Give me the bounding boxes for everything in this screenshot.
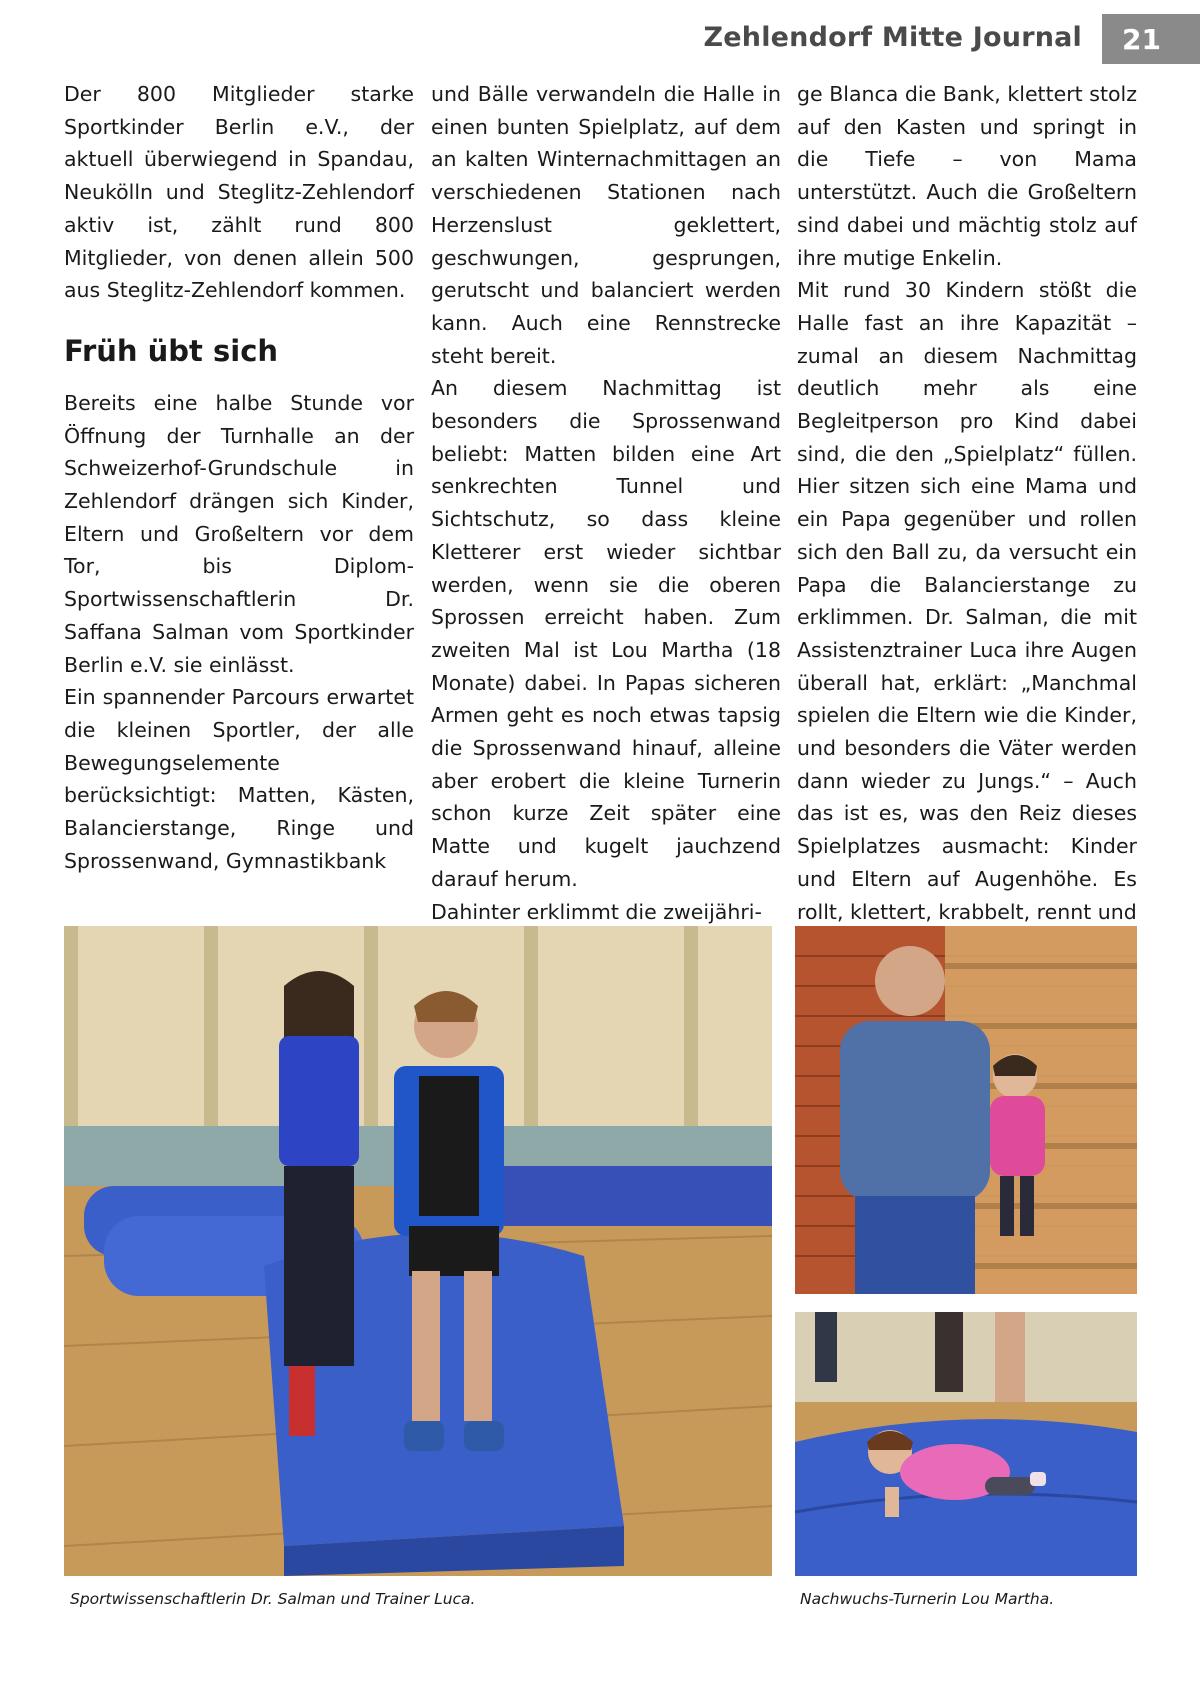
subheading: Früh übt sich bbox=[64, 333, 279, 368]
page-header bbox=[0, 14, 1200, 64]
page-number: 21 bbox=[1102, 14, 1200, 64]
photo-caption-left: Sportwissenschaftlerin Dr. Salman und Trainer Luca. bbox=[70, 1590, 476, 1608]
paragraph: An diesem Nachmittag ist besonders die Sprossenwand beliebt: Matten bilden eine Art senkrechten Tunnel und Sichtschutz, so dass kleine Kletterer erst wieder sichtbar werden, wenn sie die oberen Sprossen erreicht haben. Zum zweiten Mal ist Lou Martha (18 Monate) dabei. In Papas sicheren Armen geht es noch etwas tapsig die Sprossenwand hinauf, alleine aber erobert die kleine Turnerin schon kurze Zeit später eine Matte und kugelt jauchzend darauf herum. bbox=[431, 376, 781, 891]
intro-paragraph: Der 800 Mitglieder starke Sportkinder Berlin e.V., der aktuell überwiegend in Spandau, Neukölln und Steglitz-Zehlendorf aktiv ist, zählt rund 800 Mitglieder, von denen allein 500 aus Steglitz-Zehlendorf kommen. bbox=[64, 82, 414, 303]
photo-wall-bars bbox=[795, 926, 1137, 1294]
paragraph: Ein spannender Parcours erwartet die kleinen Sportler, der alle Bewegungselemente berücksichtigt: Matten, Kästen, Balancierstange, Ringe und Sprossenwand, Gymnastikbank bbox=[64, 685, 414, 873]
article-column-3 bbox=[797, 78, 1137, 928]
paragraph: Bereits eine halbe Stunde vor Öffnung der Turnhalle an der Schweizerhof-Grundschule in Zehlendorf drängen sich Kinder, Eltern und Großeltern vor dem Tor, bis Diplom-Sportwissenschaftlerin Dr. Saffana Salman vom Sportkinder Berlin e.V. sie einlässt. bbox=[64, 390, 414, 677]
paragraph: ge Blanca die Bank, klettert stolz auf den Kasten und springt in die Tiefe – von Mama unterstützt. Auch die Großeltern sind dabei und mächtig stolz auf ihre mutige Enkelin. bbox=[797, 82, 1137, 270]
paragraph: Mit rund 30 Kindern stößt die Halle fast an ihre Kapazität – zumal an diesem Nachmittag deutlich mehr als eine Begleitperson pro Kind dabei sind, die den „Spielplatz“ füllen. Hier sitzen sich eine Mama und ein Papa gegenüber und rollen sich den Ball zu, da versucht ein Papa die Balancierstange zu erklimmen. Dr. Salman, die mit Assistenztrainer Luca ihre Augen überall hat, erklärt: „Manchmal spielen die Eltern wie die Kinder, und besonders die Väter werden dann wieder zu Jungs.“ – Auch das ist es, was den Reiz dieses Spielplatzes ausmacht: Kinder und Eltern auf Augenhöhe. Es rollt, klettert, krabbelt, rennt und bbox=[797, 278, 1137, 924]
article-column-2 bbox=[431, 78, 781, 928]
journal-title: Zehlendorf Mitte Journal bbox=[703, 22, 1082, 53]
photo-crawling-child bbox=[795, 1312, 1137, 1576]
article-column-1 bbox=[64, 78, 414, 877]
photo-crawling-child-image bbox=[795, 1312, 1137, 1576]
photo-trainers bbox=[64, 926, 772, 1576]
photo-caption-right: Nachwuchs-Turnerin Lou Martha. bbox=[800, 1590, 1055, 1608]
photo-wall-bars-image bbox=[795, 926, 1137, 1294]
paragraph: Dahinter erklimmt die zweijähri- bbox=[431, 899, 762, 924]
paragraph: und Bälle verwandeln die Halle in einen bunten Spielplatz, auf dem an kalten Winternachmittagen an verschiedenen Stationen nach Herzenslust geklettert, geschwungen, gesprungen, gerutscht und balanciert werden kann. Auch eine Rennstrecke steht bereit. bbox=[431, 82, 781, 368]
photo-trainers-image bbox=[64, 926, 772, 1576]
